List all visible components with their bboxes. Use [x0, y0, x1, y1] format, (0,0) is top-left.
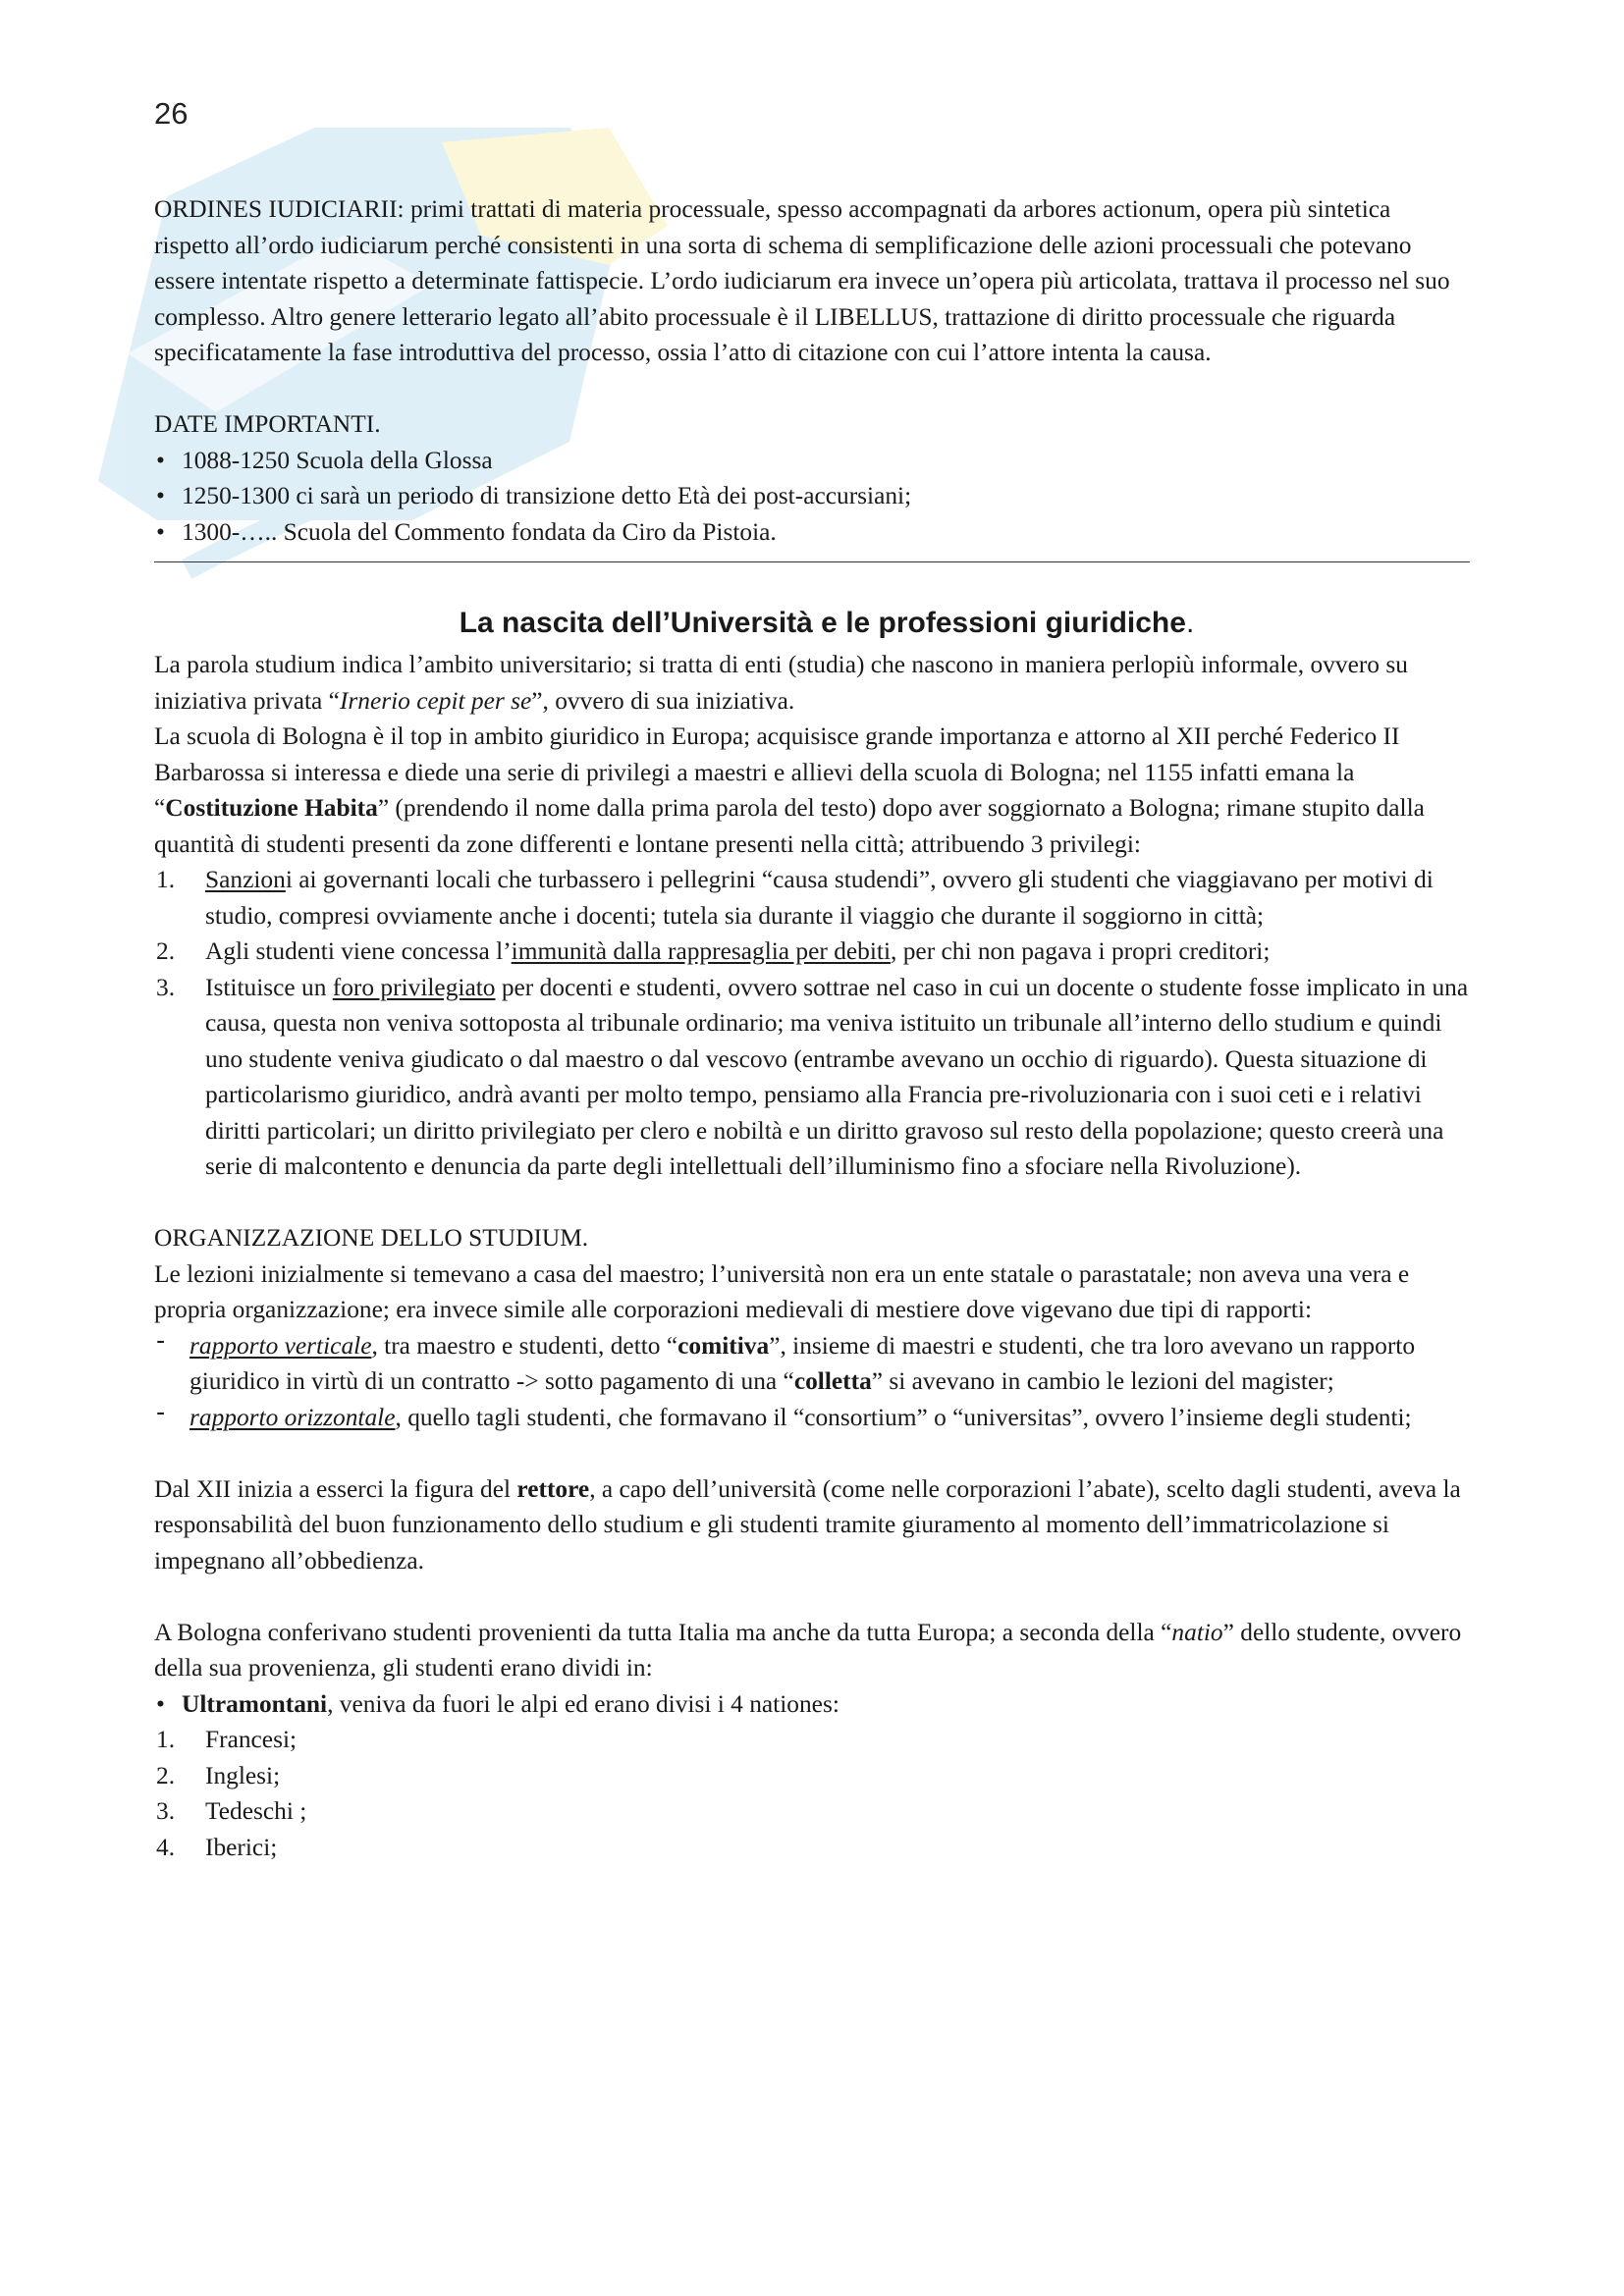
list-item: - rapporto verticale, tra maestro e studenti, detto “comitiva”, insieme di maestri e studenti, che tra loro avevano un rapporto giuridico in virtù di un contratto -> sotto pagamento di una “colletta” si avevano in cambio le lezioni del magister; [156, 1324, 1416, 1395]
nationes-list [154, 1722, 1470, 1865]
natio-list [154, 1686, 1470, 1723]
dates-heading: DATE IMPORTANTI. [154, 410, 381, 438]
list-item: • 1250-1300 ci sarà un periodo di transizione detto Età dei post-accursiani; [154, 478, 1470, 514]
list-item: 1. Sanzioni ai governanti locali che turbassero i pellegrini “causa studendi”, ovvero gli studenti che viaggiavano per motivi di studio, compresi ovviamente anche i docenti; tutela sia durante il viaggio che durante il soggiorno in città; [156, 866, 1434, 930]
list-item: - rapporto orizzontale, quello tagli studenti, che formavano il “consortium” o “universitas”, ovvero l’insieme degli studenti; [156, 1396, 1412, 1431]
main-content [154, 191, 1470, 1865]
list-item: • Ultramontani, veniva da fuori le alpi ed erano divisi i 4 nationes: [154, 1686, 1470, 1723]
list-item: • 1088-1250 Scuola della Glossa [154, 443, 1470, 479]
list-item: • 1300-….. Scuola del Commento fondata da Ciro da Pistoia. [154, 514, 1470, 551]
bologna-paragraph: La scuola di Bologna è il top in ambito giuridico in Europa; acquisisce grande importanza e attorno al XII perché Federico II Barbarossa si interessa e diede una serie di privilegi a maestri e allievi della scuola di Bologna; nel 1155 infatti emana la “Costituzione Habita” (prendendo il nome dalla prima parola del testo) dopo aver soggiornato a Bologna; rimane stupito dalla quantità di studenti presenti da zone differenti e lontane presenti nella città; attribuendo 3 privilegi: [154, 722, 1425, 858]
ordines-text: : primi trattati di materia processuale, spesso accompagnati da arbores actionum, opera più sintetica rispetto all’ordo iudiciarum perché consistenti in una sorta di schema di semplificazione delle azioni processuali che potevano essere intentate rispetto a determinate fattispecie. L’ordo iudiciarum era invece un’opera più articolata, trattava il processo nel suo complesso. Altro genere letterario legato all’abito processuale è il LIBELLUS, trattazione di diritto processuale che riguarda specificatamente la fase introduttiva del processo, ossia l’atto di citazione con cui l’attore intenta la causa. [154, 195, 1450, 366]
ordines-term: ORDINES IUDICIARII [154, 195, 398, 223]
studium-intro: La parola studium indica l’ambito universitario; si tratta di enti (studia) che nascono in maniera perlopiù informale, ovvero su iniziativa privata “Irnerio cepit per se”, ovvero di sua iniziativa. [154, 651, 1408, 715]
rapporti-list [154, 1324, 1470, 1436]
list-item: 1. Francesi; [156, 1726, 298, 1753]
organizzazione-heading: ORGANIZZAZIONE DELLO STUDIUM. [154, 1224, 589, 1252]
horizontal-divider [154, 561, 1470, 564]
list-item: 3. Tedeschi ; [156, 1797, 307, 1825]
privileges-list [154, 862, 1470, 1185]
list-item: 2. Agli studenti viene concessa l’immunità dalla rappresaglia per debiti, per chi non pagava i propri creditori; [156, 937, 1271, 965]
list-item: 2. Inglesi; [156, 1761, 281, 1789]
rettore-paragraph: Dal XII inizia a esserci la figura del rettore, a capo dell’università (come nelle corporazioni l’abate), scelto dagli studenti, aveva la responsabilità del buon funzionamento dello studium e gli studenti tramite giuramento al momento dell’immatricolazione si impegnano all’obbedienza. [154, 1474, 1461, 1575]
list-item: 3. Istituisce un foro privilegiato per docenti e studenti, ovvero sottrae nel caso in cui un docente o studente fosse implicato in una causa, questa non veniva sottoposta al tribunale ordinario; ma veniva istituito un tribunale all’interno dello studium e quindi uno studente veniva giudicato o dal maestro o dal vescovo (entrambe avevano un occhio di riguardo). Questa situazione di particolarismo giuridico, andrà avanti per molto tempo, pensiamo alla Francia pre-rivoluzionaria con i suoi ceti e i relativi diritti particolari; un diritto privilegiato per clero e nobiltà e un diritto gravoso sul resto della popolazione; questo creerà una serie di malcontento e denuncia da parte degli intellettuali dell’illuminismo fino a sfociare nella Rivoluzione). [156, 973, 1469, 1180]
organizzazione-text: Le lezioni inizialmente si temevano a casa del maestro; l’università non era un ente statale o parastatale; non aveva una vera e propria organizzazione; era invece simile alle corporazioni medievali di mestiere dove vigevano due tipi di rapporti: [154, 1259, 1410, 1323]
page-number: 26 [154, 96, 189, 131]
section-title: La nascita dell’Università e le professioni giuridiche. [459, 607, 1195, 639]
list-item: 4. Iberici; [156, 1833, 278, 1861]
dates-list [154, 443, 1470, 551]
natio-paragraph: A Bologna conferivano studenti provenienti da tutta Italia ma anche da tutta Europa; a seconda della “natio” dello studente, ovvero della sua provenienza, gli studenti erano dividi in: [154, 1618, 1462, 1682]
ordines-paragraph [154, 191, 1470, 371]
